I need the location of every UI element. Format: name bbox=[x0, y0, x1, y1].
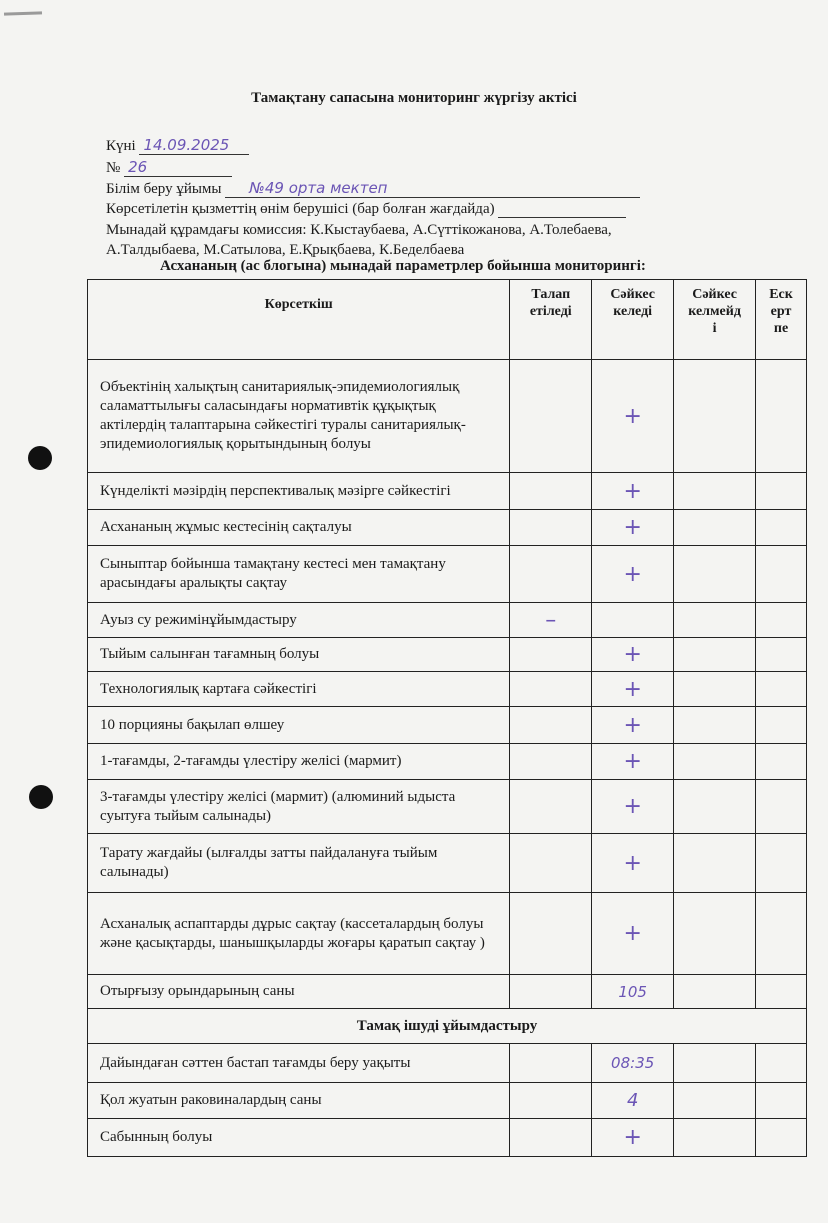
section-row bbox=[88, 1009, 807, 1044]
row-note[interactable] bbox=[756, 1119, 807, 1157]
table-header-row bbox=[88, 280, 807, 360]
row-note[interactable] bbox=[756, 975, 807, 1009]
row-noncompliant[interactable] bbox=[674, 1119, 756, 1157]
table-row bbox=[88, 834, 807, 893]
row-indicator: 1-тағамды, 2-тағамды үлестіру желісі (мармит) bbox=[88, 744, 510, 780]
table-row bbox=[88, 603, 807, 638]
row-indicator: Дайындаған сәттен бастап тағамды беру уақыты bbox=[88, 1044, 510, 1083]
row-compliant[interactable]: + bbox=[592, 473, 674, 510]
row-required[interactable] bbox=[510, 1119, 592, 1157]
row-noncompliant[interactable] bbox=[674, 834, 756, 893]
date-field[interactable] bbox=[139, 138, 249, 155]
row-note[interactable] bbox=[756, 360, 807, 473]
commission-line-2: А.Талдыбаева, М.Сатылова, Е.Қрықбаева, К.Беделбаева bbox=[106, 242, 465, 258]
row-required[interactable] bbox=[510, 1044, 592, 1083]
row-indicator: Отырғызу орындарының саны bbox=[88, 975, 510, 1009]
row-note[interactable] bbox=[756, 707, 807, 744]
row-note[interactable] bbox=[756, 893, 807, 975]
table-row bbox=[88, 975, 807, 1009]
org-label: Білім беру ұйымы bbox=[106, 181, 222, 197]
row-compliant[interactable]: 08:35 bbox=[592, 1044, 674, 1083]
monitoring-table bbox=[87, 279, 807, 1157]
row-noncompliant[interactable] bbox=[674, 893, 756, 975]
row-note[interactable] bbox=[756, 546, 807, 603]
row-note[interactable] bbox=[756, 780, 807, 834]
header-required: Талап етіледі bbox=[510, 280, 592, 360]
row-noncompliant[interactable] bbox=[674, 603, 756, 638]
table-row bbox=[88, 707, 807, 744]
row-noncompliant[interactable] bbox=[674, 1044, 756, 1083]
row-indicator: Күнделікті мәзірдің перспективалық мәзірге сәйкестігі bbox=[88, 473, 510, 510]
row-compliant[interactable]: + bbox=[592, 744, 674, 780]
number-field[interactable] bbox=[124, 160, 232, 177]
row-noncompliant[interactable] bbox=[674, 360, 756, 473]
row-noncompliant[interactable] bbox=[674, 473, 756, 510]
table-row bbox=[88, 1119, 807, 1157]
header-indicator: Көрсеткіш bbox=[88, 280, 510, 360]
row-compliant[interactable]: + bbox=[592, 510, 674, 546]
row-noncompliant[interactable] bbox=[674, 672, 756, 707]
provider-line bbox=[106, 201, 626, 218]
table-row bbox=[88, 744, 807, 780]
table-row bbox=[88, 893, 807, 975]
row-required[interactable] bbox=[510, 707, 592, 744]
row-note[interactable] bbox=[756, 1083, 807, 1119]
row-compliant[interactable]: + bbox=[592, 360, 674, 473]
table-row bbox=[88, 546, 807, 603]
row-compliant[interactable]: + bbox=[592, 1119, 674, 1157]
row-compliant[interactable] bbox=[592, 603, 674, 638]
row-indicator: Тыйым салынған тағамның болуы bbox=[88, 638, 510, 672]
table-row bbox=[88, 780, 807, 834]
table-row bbox=[88, 473, 807, 510]
row-indicator: Тарату жағдайы (ылғалды затты пайдалануға тыйым салынады) bbox=[88, 834, 510, 893]
row-note[interactable] bbox=[756, 473, 807, 510]
row-compliant[interactable]: + bbox=[592, 834, 674, 893]
number-value: 26 bbox=[128, 158, 148, 176]
header-compliant: Сәйкес келеді bbox=[592, 280, 674, 360]
row-note[interactable] bbox=[756, 638, 807, 672]
row-note[interactable] bbox=[756, 603, 807, 638]
row-required[interactable] bbox=[510, 510, 592, 546]
row-compliant[interactable]: + bbox=[592, 638, 674, 672]
row-note[interactable] bbox=[756, 672, 807, 707]
row-indicator: 3-тағамды үлестіру желісі (мармит) (алюминий ыдыста суытуға тыйым салынады) bbox=[88, 780, 510, 834]
row-required[interactable] bbox=[510, 546, 592, 603]
row-noncompliant[interactable] bbox=[674, 975, 756, 1009]
table-row bbox=[88, 672, 807, 707]
scan-mark bbox=[4, 11, 42, 15]
row-noncompliant[interactable] bbox=[674, 510, 756, 546]
date-line bbox=[106, 138, 249, 155]
org-line bbox=[106, 181, 640, 198]
table-row bbox=[88, 1044, 807, 1083]
row-note[interactable] bbox=[756, 1044, 807, 1083]
row-compliant[interactable]: + bbox=[592, 707, 674, 744]
row-required[interactable]: – bbox=[510, 603, 592, 638]
number-label: № bbox=[106, 160, 121, 176]
row-required[interactable] bbox=[510, 1083, 592, 1119]
table-row bbox=[88, 360, 807, 473]
row-indicator: Асханалық аспаптарды дұрыс сақтау (кассеталардың болуы және қасықтарды, шанышқыларды жоғары қаратып сақтау ) bbox=[88, 893, 510, 975]
row-required[interactable] bbox=[510, 360, 592, 473]
row-required[interactable] bbox=[510, 975, 592, 1009]
provider-label: Көрсетілетін қызметтің өнім берушісі (бар болған жағдайда) bbox=[106, 201, 495, 217]
document-title: Тамақтану сапасына мониторинг жүргізу актісі bbox=[251, 90, 577, 106]
row-noncompliant[interactable] bbox=[674, 707, 756, 744]
row-compliant[interactable]: + bbox=[592, 672, 674, 707]
org-value: №49 орта мектеп bbox=[249, 179, 388, 197]
row-noncompliant[interactable] bbox=[674, 638, 756, 672]
date-value: 14.09.2025 bbox=[143, 136, 230, 154]
row-required[interactable] bbox=[510, 473, 592, 510]
row-noncompliant[interactable] bbox=[674, 780, 756, 834]
row-note[interactable] bbox=[756, 744, 807, 780]
row-required[interactable] bbox=[510, 834, 592, 893]
row-required[interactable] bbox=[510, 744, 592, 780]
table-row bbox=[88, 1083, 807, 1119]
row-compliant[interactable]: + bbox=[592, 546, 674, 603]
row-compliant[interactable]: + bbox=[592, 780, 674, 834]
row-required[interactable] bbox=[510, 672, 592, 707]
row-note[interactable] bbox=[756, 834, 807, 893]
table-row bbox=[88, 638, 807, 672]
commission-line-1: Мынадай құрамдағы комиссия: К.Кыстаубаева, А.Сүттікожанова, А.Толебаева, bbox=[106, 222, 612, 238]
row-indicator: Технологиялық картаға сәйкестігі bbox=[88, 672, 510, 707]
row-indicator: Ауыз су режимінұйымдастыру bbox=[88, 603, 510, 638]
row-compliant[interactable]: 105 bbox=[592, 975, 674, 1009]
header-noncompliant: Сәйкес келмейд і bbox=[674, 280, 756, 360]
row-indicator: Объектінің халықтың санитариялық-эпидемиологиялық саламаттылығы саласындағы нормативтік құқықтық актілердің талаптарына сәйкестігі туралы санитариялық-эпидемиологиялық қорытындының болуы bbox=[88, 360, 510, 473]
header-note: Еск ерт пе bbox=[756, 280, 807, 360]
provider-field[interactable] bbox=[498, 201, 626, 218]
row-indicator: Сыныптар бойынша тамақтану кестесі мен тамақтану арасындағы аралықты сақтау bbox=[88, 546, 510, 603]
row-noncompliant[interactable] bbox=[674, 546, 756, 603]
row-compliant[interactable]: + bbox=[592, 893, 674, 975]
section-subtitle: Асхананың (ас блогына) мынадай параметрлер бойынша мониторингі: bbox=[160, 258, 646, 274]
row-required[interactable] bbox=[510, 638, 592, 672]
row-indicator: Сабынның болуы bbox=[88, 1119, 510, 1157]
row-noncompliant[interactable] bbox=[674, 744, 756, 780]
punch-hole-top bbox=[28, 446, 52, 470]
number-line bbox=[106, 160, 232, 177]
table-row bbox=[88, 510, 807, 546]
date-label: Күні bbox=[106, 138, 136, 154]
section-title: Тамақ ішуді ұйымдастыру bbox=[88, 1009, 807, 1044]
row-required[interactable] bbox=[510, 893, 592, 975]
row-compliant[interactable]: 4 bbox=[592, 1083, 674, 1119]
org-field[interactable] bbox=[225, 181, 640, 198]
row-noncompliant[interactable] bbox=[674, 1083, 756, 1119]
row-required[interactable] bbox=[510, 780, 592, 834]
row-indicator: 10 порцияны бақылап өлшеу bbox=[88, 707, 510, 744]
row-indicator: Қол жуатын раковиналардың саны bbox=[88, 1083, 510, 1119]
punch-hole-bottom bbox=[29, 785, 53, 809]
row-indicator: Асхананың жұмыс кестесінің сақталуы bbox=[88, 510, 510, 546]
row-note[interactable] bbox=[756, 510, 807, 546]
